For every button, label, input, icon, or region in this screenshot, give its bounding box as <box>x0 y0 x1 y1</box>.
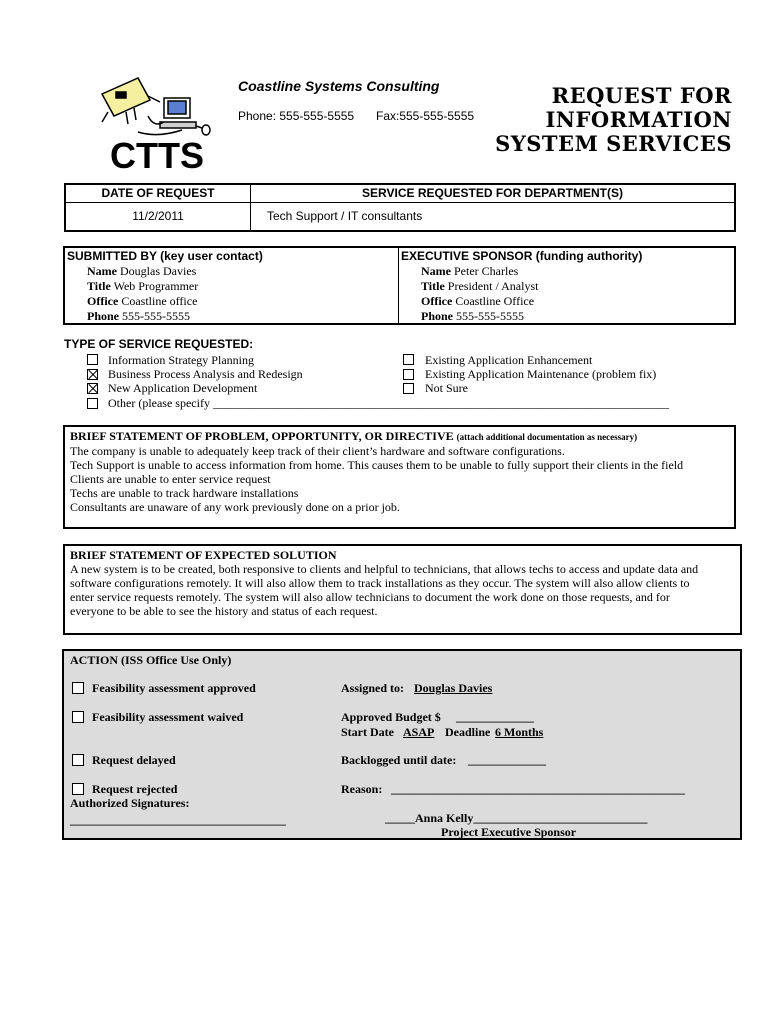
column-divider <box>398 248 399 323</box>
new-app-dev-checkbox[interactable] <box>87 383 98 394</box>
problem-line[interactable]: Clients are unable to enter service request <box>70 472 271 486</box>
signatures-label: Authorized Signatures: <box>70 796 190 810</box>
not-sure-label: Not Sure <box>425 381 468 395</box>
solution-line[interactable]: everyone to be able to see the history and status of each request. <box>70 604 378 618</box>
feasibility-approved-checkbox[interactable] <box>72 682 84 694</box>
sponsor-name[interactable]: Peter Charles <box>454 264 519 278</box>
signer-name[interactable]: _____Anna Kelly_____________________________ <box>385 811 648 825</box>
submitted-by-heading: SUBMITTED BY (key user contact) <box>67 249 263 263</box>
date-of-request-header: DATE OF REQUEST <box>66 185 251 203</box>
app-enhancement-checkbox[interactable] <box>403 354 414 365</box>
not-sure-checkbox[interactable] <box>403 383 414 394</box>
phone-label: Phone <box>87 309 120 323</box>
name-label: Name <box>87 264 117 278</box>
assigned-to-label: Assigned to: <box>341 681 405 695</box>
info-strategy-label: Information Strategy Planning <box>108 353 254 367</box>
problem-line[interactable]: Tech Support is unable to access information from home. This causes them to be unable to fully support their clients in the field <box>70 458 684 472</box>
deadline-value[interactable]: 6 Months <box>495 725 544 739</box>
sponsor-title[interactable]: President / Analyst <box>447 279 539 293</box>
office-label: Office <box>421 294 453 308</box>
solution-title: BRIEF STATEMENT OF EXPECTED SOLUTION <box>70 548 337 562</box>
app-maintenance-label: Existing Application Maintenance (problem fix) <box>425 367 657 381</box>
business-process-checkbox[interactable] <box>87 369 98 380</box>
company-phone: Phone: 555-555-5555 <box>238 109 355 123</box>
request-delayed-checkbox[interactable] <box>72 754 84 766</box>
request-delayed-label: Request delayed <box>92 753 176 767</box>
signer-role: Project Executive Sponsor <box>441 825 577 839</box>
executive-sponsor-heading: EXECUTIVE SPONSOR (funding authority) <box>401 249 643 263</box>
other-label: Other (please specify ____________________________________________________________________________ <box>108 396 669 410</box>
sponsor-phone[interactable]: 555-555-5555 <box>456 309 525 323</box>
title-label: Title <box>87 279 111 293</box>
office-label: Office <box>87 294 119 308</box>
other-checkbox[interactable] <box>87 398 98 409</box>
sponsor-office[interactable]: Coastline Office <box>455 294 535 308</box>
problem-line[interactable]: Techs are unable to track hardware installations <box>70 486 299 500</box>
department-value[interactable]: Tech Support / IT consultants <box>267 209 423 223</box>
request-rejected-checkbox[interactable] <box>72 783 84 795</box>
backlogged-date-field[interactable]: _____________ <box>468 753 546 767</box>
company-fax: Fax:555-555-5555 <box>376 109 475 123</box>
approved-budget-label: Approved Budget $ <box>341 710 441 724</box>
name-label: Name <box>421 264 451 278</box>
problem-line[interactable]: The company is unable to adequately keep track of their client’s hardware and software configurations. <box>70 444 565 458</box>
app-enhancement-label: Existing Application Enhancement <box>425 353 593 367</box>
new-app-dev-label: New Application Development <box>108 381 258 395</box>
deadline-label: Deadline <box>445 725 491 739</box>
feasibility-waived-label: Feasibility assessment waived <box>92 710 244 724</box>
submitter-phone[interactable]: 555-555-5555 <box>122 309 191 323</box>
solution-statement-box <box>63 544 742 635</box>
submitter-name[interactable]: Douglas Davies <box>120 264 197 278</box>
approved-budget-field[interactable]: _____________ <box>456 710 534 724</box>
request-info-table <box>64 183 736 232</box>
reason-field[interactable]: _________________________________________________ <box>391 782 685 796</box>
document-title <box>495 84 732 156</box>
app-maintenance-checkbox[interactable] <box>403 369 414 380</box>
problem-line[interactable]: Consultants are unaware of any work previously done on a prior job. <box>70 500 400 514</box>
svg-text:CTTS: CTTS <box>110 135 204 172</box>
executive-sponsor-section <box>401 249 642 324</box>
submitter-title[interactable]: Web Programmer <box>113 279 199 293</box>
company-name: Coastline Systems Consulting <box>238 78 440 94</box>
problem-title: BRIEF STATEMENT OF PROBLEM, OPPORTUNITY, OR DIRECTIVE <box>70 429 454 443</box>
action-title: ACTION (ISS Office Use Only) <box>70 653 232 667</box>
start-date-value[interactable]: ASAP <box>403 725 435 739</box>
contacts-table <box>63 246 736 325</box>
request-rejected-label: Request rejected <box>92 782 178 796</box>
submitted-by-section <box>67 249 263 324</box>
solution-line[interactable]: enter service requests remotely. The system will also allow technicians to document the work done on those requests, and for <box>70 590 670 604</box>
title-line: INFORMATION <box>545 107 732 132</box>
department-header: SERVICE REQUESTED FOR DEPARTMENT(S) <box>251 185 734 203</box>
reason-label: Reason: <box>341 782 383 796</box>
problem-note: (attach additional documentation as necessary) <box>456 432 638 442</box>
backlogged-label: Backlogged until date: <box>341 753 457 767</box>
solution-line[interactable]: A new system is to be created, both responsive to clients and helpful to technicians, that allows techs to access and update data and <box>70 562 699 576</box>
action-section <box>62 649 742 840</box>
service-type-heading: TYPE OF SERVICE REQUESTED: <box>64 337 254 351</box>
title-label: Title <box>421 279 445 293</box>
info-strategy-checkbox[interactable] <box>87 354 98 365</box>
feasibility-approved-label: Feasibility assessment approved <box>92 681 256 695</box>
assigned-to-value[interactable]: Douglas Davies <box>414 681 493 695</box>
company-logo <box>98 72 228 172</box>
solution-line[interactable]: software configurations remotely. It will also allow them to track installations as they occur. The system will also allow clients to <box>70 576 690 590</box>
start-date-label: Start Date <box>341 725 394 739</box>
feasibility-waived-checkbox[interactable] <box>72 711 84 723</box>
title-line: SYSTEM SERVICES <box>495 131 732 156</box>
signature-line-left[interactable]: ____________________________________ <box>70 813 286 827</box>
title-line: REQUEST FOR <box>551 83 732 108</box>
problem-statement-box <box>63 425 736 529</box>
date-of-request-value[interactable]: 11/2/2011 <box>66 203 251 230</box>
phone-label: Phone <box>421 309 454 323</box>
business-process-label: Business Process Analysis and Redesign <box>108 367 303 381</box>
submitter-office[interactable]: Coastline office <box>121 294 198 308</box>
